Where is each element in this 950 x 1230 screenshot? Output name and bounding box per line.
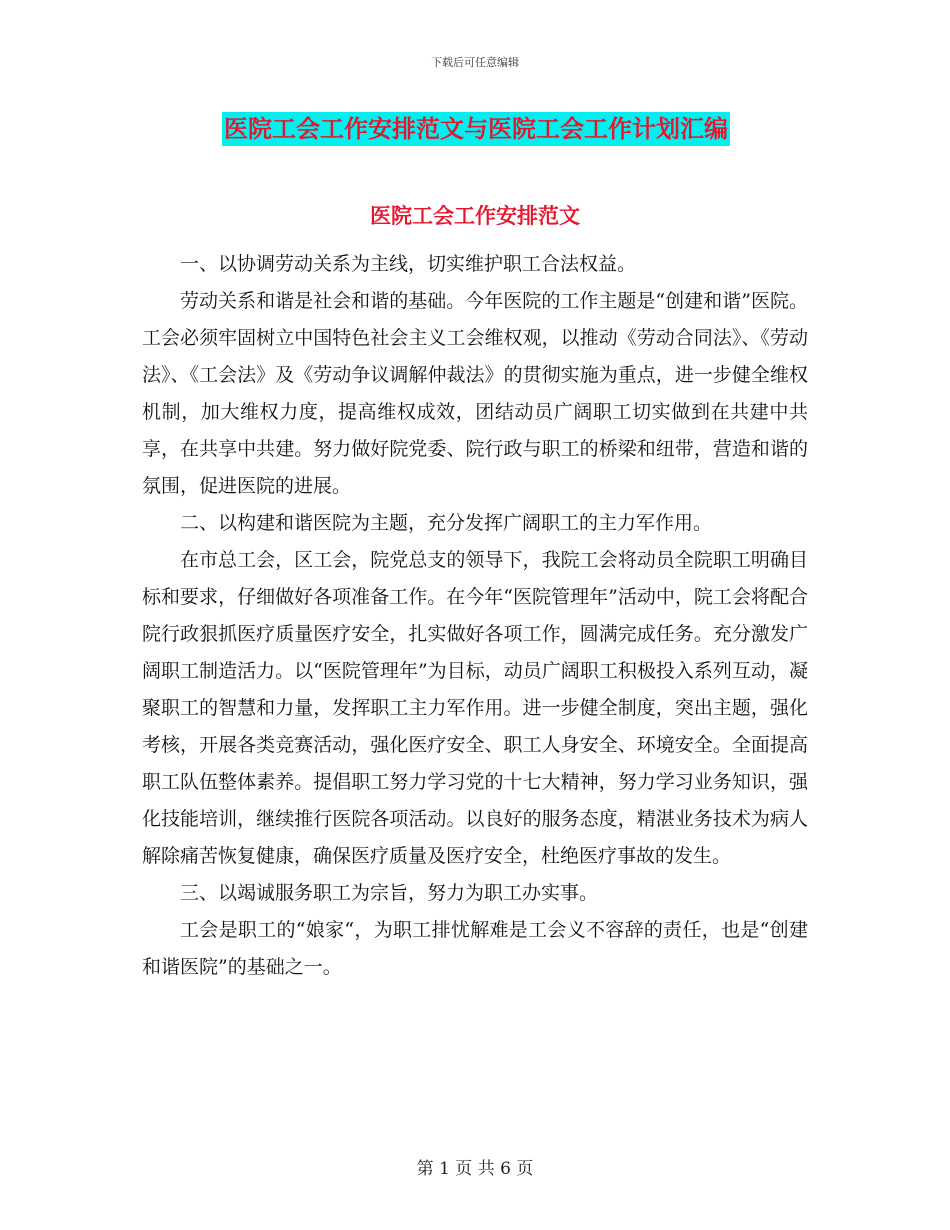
paragraph-3: 二、以构建和谐医院为主题，充分发挥广阔职工的主力军作用。 xyxy=(180,512,713,534)
section-title: 医院工会工作安排范文 xyxy=(370,204,580,228)
paragraph-4: 在市总工会，区工会，院党总支的领导下，我院工会将动员全院职工明确目标和要求，仔细做好各项准备工作。在今年“医院管理年”活动中，院工会将配合院行政狠抓医疗质量医疗安全，扎实做好各项工作，圆满完成任务。充分激发广阔职工制造活力。以“医院管理年”为目标，动员广阔职工积极投入系列互动，凝聚职工的智慧和力量，发挥职工主力军作用。进一步健全制度，突出主题，强化考核，开展各类竞赛活动，强化医疗安全、职工人身安全、环境安全。全面提高职工队伍整体素养。提倡职工努力学习党的十七大精神，努力学习业务知识，强化技能培训，继续推行医院各项活动。以良好的服务态度，精湛业务技术为病人解除痛苦恢复健康，确保医疗质量及医疗安全，杜绝医疗事故的发生。 xyxy=(142,549,808,867)
paragraph-2: 劳动关系和谐是社会和谐的基础。今年医院的工作主题是“创建和谐”医院。工会必须牢固树立中国特色社会主义工会维权观，以推动《劳动合同法》、《劳动法》、《工会法》及《劳动争议调解仲裁法》的贯彻实施为重点，进一步健全维权机制，加大维权力度，提高维权成效，团结动员广阔职工切实做到在共建中共享，在共享中共建。努力做好院党委、院行政与职工的桥梁和纽带，营造和谐的氛围，促进医院的进展。 xyxy=(142,290,808,497)
document-title: 医院工会工作安排范文与医院工会工作计划汇编 xyxy=(222,112,730,146)
paragraph-6: 工会是职工的“娘家“，为职工排忧解难是工会义不容辞的责任，也是“创建和谐医院”的基础之一。 xyxy=(142,919,808,978)
page-footer: 第 1 页 共 6 页 xyxy=(416,1159,534,1179)
page-header: 下载后可任意编辑 xyxy=(431,56,519,69)
document-body xyxy=(142,246,808,986)
paragraph-5: 三、以竭诚服务职工为宗旨，努力为职工办实事。 xyxy=(180,882,599,904)
paragraph-1: 一、以协调劳动关系为主线，切实维护职工合法权益。 xyxy=(180,253,637,275)
